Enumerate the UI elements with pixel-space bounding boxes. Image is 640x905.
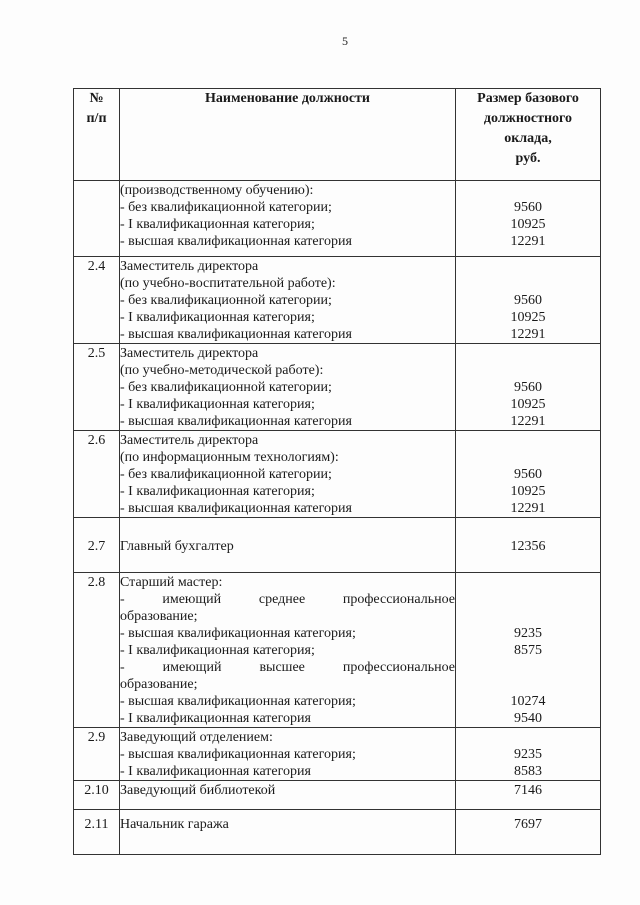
position-line: - имеющий высшее профессиональное: [120, 660, 455, 675]
position-line: - I квалификационная категория;: [120, 397, 315, 412]
salary-value: [456, 659, 600, 676]
position-line: Старший мастер:: [120, 575, 223, 590]
header-position-cell: [120, 89, 456, 181]
position-line: - высшая квалификационная категория;: [120, 747, 356, 762]
position-line: - высшая квалификационная категория: [120, 327, 352, 342]
salary-value: 12291: [510, 501, 546, 516]
salary-cell: [456, 518, 601, 573]
table-row: [74, 257, 601, 344]
position-line: - I квалификационная категория;: [120, 643, 315, 658]
salary-value: [456, 258, 600, 275]
table-row: [74, 781, 601, 810]
salary-value: 9560: [514, 200, 542, 215]
salary-value: 9560: [514, 467, 542, 482]
header-number-line: №: [89, 91, 104, 106]
salary-cell: [456, 431, 601, 518]
header-salary-line: Размер базового: [477, 91, 579, 106]
position-line: - без квалификационной категории;: [120, 380, 332, 395]
table-row: [74, 810, 601, 855]
salary-value: 10274: [510, 694, 546, 709]
position-line: Заместитель директора: [120, 433, 259, 448]
position-line: Заместитель директора: [120, 346, 259, 361]
position-line: - высшая квалификационная категория: [120, 234, 352, 249]
header-salary-cell: [456, 89, 601, 181]
header-salary-line: должностного: [483, 111, 573, 126]
position-line: (производственному обучению):: [120, 183, 314, 198]
position-line: (по учебно-воспитательной работе):: [120, 276, 336, 291]
position-line: Заведующий библиотекой: [120, 783, 276, 798]
position-line: - без квалификационной категории;: [120, 200, 332, 215]
position-line: - I квалификационная категория;: [120, 484, 315, 499]
position-cell: [120, 728, 456, 781]
position-line: образование;: [120, 609, 198, 624]
position-cell: [120, 573, 456, 728]
salary-value: [456, 432, 600, 449]
page-number: 5: [342, 34, 348, 48]
position-cell: [120, 257, 456, 344]
position-line: - высшая квалификационная категория: [120, 501, 352, 516]
header-salary-line: оклада,: [504, 131, 552, 146]
salary-value: 10925: [510, 217, 546, 232]
salary-cell: [456, 573, 601, 728]
position-line: Заместитель директора: [120, 259, 259, 274]
salary-value: 12291: [510, 327, 546, 342]
table-header: [74, 89, 601, 181]
position-cell: [120, 518, 456, 573]
position-cell: [120, 344, 456, 431]
position-cell: [120, 431, 456, 518]
position-cell: [120, 810, 456, 855]
position-line: - высшая квалификационная категория: [120, 414, 352, 429]
salary-value: 9560: [514, 293, 542, 308]
position-line: Главный бухгалтер: [120, 539, 234, 554]
salary-value: [456, 591, 600, 608]
header-number-line: п/п: [86, 111, 107, 126]
table-body: [74, 181, 601, 855]
salary-value: 8575: [514, 643, 542, 658]
row-number-cell: [74, 181, 120, 257]
row-number-cell: 2.8: [74, 573, 120, 728]
header-salary-line: руб.: [515, 151, 541, 166]
position-line: - I квалификационная категория;: [120, 310, 315, 325]
position-line: - без квалификационной категории;: [120, 467, 332, 482]
position-cell: [120, 781, 456, 810]
salary-cell: [456, 344, 601, 431]
row-number-cell: 2.6: [74, 431, 120, 518]
position-line: - имеющий среднее профессиональное: [120, 592, 455, 607]
salary-value: 7146: [514, 783, 542, 798]
row-number-cell: 2.10: [74, 781, 120, 810]
salary-value: 12291: [510, 234, 546, 249]
salary-value: [456, 362, 600, 379]
row-number-cell: 2.9: [74, 728, 120, 781]
position-cell: [120, 181, 456, 257]
table-row: [74, 344, 601, 431]
position-line: - без квалификационной категории;: [120, 293, 332, 308]
salary-value: 10925: [510, 310, 546, 325]
salary-cell: [456, 181, 601, 257]
table-row: [74, 728, 601, 781]
salary-value: 10925: [510, 397, 546, 412]
header-position-line: Наименование должности: [205, 91, 370, 106]
header-number-cell: [74, 89, 120, 181]
salary-value: [456, 574, 600, 591]
salary-value: 9540: [514, 711, 542, 726]
salary-value: [456, 449, 600, 466]
salary-table: [73, 88, 601, 855]
salary-value: [456, 608, 600, 625]
position-line: - высшая квалификационная категория;: [120, 626, 356, 641]
position-line: - высшая квалификационная категория;: [120, 694, 356, 709]
salary-cell: [456, 810, 601, 855]
salary-value: 9235: [514, 626, 542, 641]
position-line: - I квалификационная категория: [120, 764, 311, 779]
row-number-cell: 2.4: [74, 257, 120, 344]
position-line: Заведующий отделением:: [120, 730, 273, 745]
position-line: - I квалификационная категория: [120, 711, 311, 726]
salary-value: 12356: [510, 539, 546, 554]
row-number-cell: 2.11: [74, 810, 120, 855]
salary-value: [456, 676, 600, 693]
salary-value: [456, 729, 600, 746]
row-number-cell: 2.7: [74, 518, 120, 573]
salary-cell: [456, 781, 601, 810]
salary-value: [456, 275, 600, 292]
table-row: [74, 518, 601, 573]
position-line: Начальник гаража: [120, 817, 229, 832]
salary-value: 10925: [510, 484, 546, 499]
salary-cell: [456, 728, 601, 781]
position-line: - I квалификационная категория;: [120, 217, 315, 232]
salary-value: 12291: [510, 414, 546, 429]
salary-value: 7697: [514, 817, 542, 832]
salary-value: 9235: [514, 747, 542, 762]
salary-cell: [456, 257, 601, 344]
table-row: [74, 431, 601, 518]
table-row: [74, 181, 601, 257]
table-row: [74, 573, 601, 728]
salary-value: 9560: [514, 380, 542, 395]
salary-value: [456, 182, 600, 199]
position-line: (по информационным технологиям):: [120, 450, 339, 465]
salary-value: 8583: [514, 764, 542, 779]
position-line: образование;: [120, 677, 198, 692]
row-number-cell: 2.5: [74, 344, 120, 431]
header-row: [74, 89, 601, 181]
position-line: (по учебно-методической работе):: [120, 363, 324, 378]
salary-value: [456, 345, 600, 362]
